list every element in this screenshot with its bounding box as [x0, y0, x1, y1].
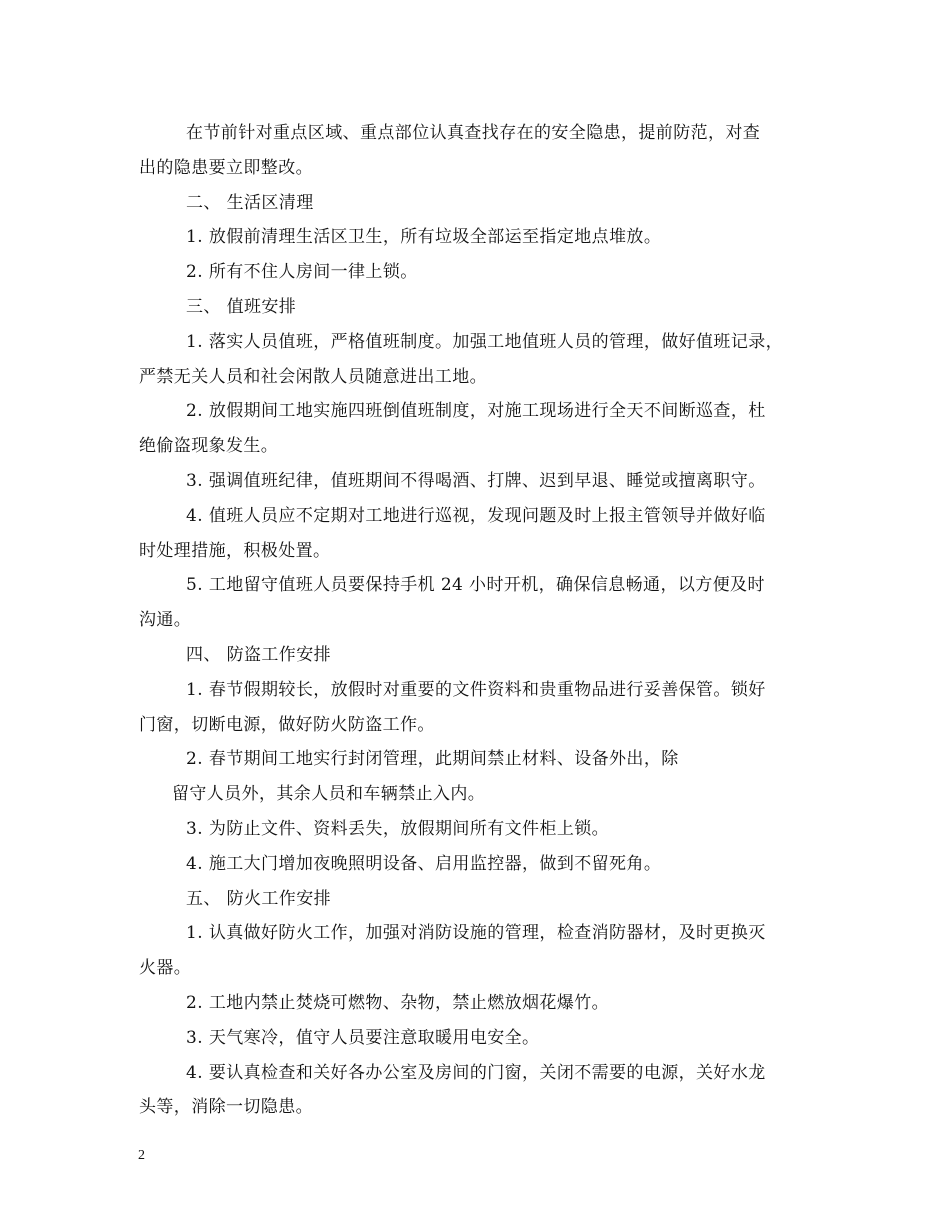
list-item: 3. 为防止文件、资料丢失，放假期间所有文件柜上锁。 — [186, 818, 610, 839]
list-item: 2. 放假期间工地实施四班倒值班制度，对施工现场进行全天不间断巡查，杜 — [186, 401, 766, 422]
body-line: 门窗，切断电源，做好防火防盗工作。 — [139, 714, 435, 735]
section-heading: 三、 值班安排 — [186, 296, 297, 317]
body-line: 在节前针对重点区域、重点部位认真查找存在的安全隐患，提前防范，对查 — [186, 123, 761, 143]
list-item: 1. 放假前清理生活区卫生，所有垃圾全部运至指定地点堆放。 — [186, 227, 662, 248]
body-line: 出的隐患要立即整改。 — [139, 157, 313, 178]
document-body — [139, 116, 819, 1125]
page-number: 2 — [138, 1148, 145, 1163]
list-item: 4. 要认真检查和关好各办公室及房间的门窗，关闭不需要的电源，关好水龙 — [186, 1062, 766, 1083]
body-line: 严禁无关人员和社会闲散人员随意进出工地。 — [139, 366, 487, 387]
list-item: 3. 天气寒冷，值守人员要注意取暖用电安全。 — [186, 1027, 540, 1048]
body-line: 留守人员外，其余人员和车辆禁止入内。 — [172, 784, 486, 805]
body-line: 时处理措施，积极处置。 — [139, 540, 331, 561]
list-item: 1. 落实人员值班，严格值班制度。加强工地值班人员的管理，做好值班记录， — [186, 331, 784, 352]
list-item: 1. 春节假期较长，放假时对重要的文件资料和贵重物品进行妥善保管。锁好 — [186, 679, 766, 700]
body-line: 火器。 — [139, 958, 192, 979]
list-item: 4. 值班人员应不定期对工地进行巡视，发现问题及时上报主管领导并做好临 — [186, 505, 766, 526]
section-heading: 五、 防火工作安排 — [186, 888, 332, 909]
list-item: 1. 认真做好防火工作，加强对消防设施的管理，检查消防器材，及时更换灭 — [186, 923, 766, 944]
body-line: 绝偷盗现象发生。 — [139, 436, 279, 457]
list-item: 3. 强调值班纪律，值班期间不得喝酒、打牌、迟到早退、睡觉或擅离职守。 — [186, 470, 766, 491]
list-item: 4. 施工大门增加夜晚照明设备、启用监控器，做到不留死角。 — [186, 853, 662, 874]
list-item: 5. 工地留守值班人员要保持手机 24 小时开机，确保信息畅通，以方便及时 — [186, 575, 765, 596]
section-heading: 二、 生活区清理 — [186, 192, 314, 213]
section-heading: 四、 防盗工作安排 — [186, 644, 332, 665]
list-item: 2. 所有不住人房间一律上锁。 — [186, 262, 418, 283]
body-line: 头等，消除一切隐患。 — [139, 1097, 313, 1118]
body-line: 沟通。 — [139, 610, 192, 631]
list-item: 2. 工地内禁止焚烧可燃物、杂物，禁止燃放烟花爆竹。 — [186, 992, 610, 1013]
list-item: 2. 春节期间工地实行封闭管理，此期间禁止材料、设备外出，除 — [186, 749, 679, 770]
